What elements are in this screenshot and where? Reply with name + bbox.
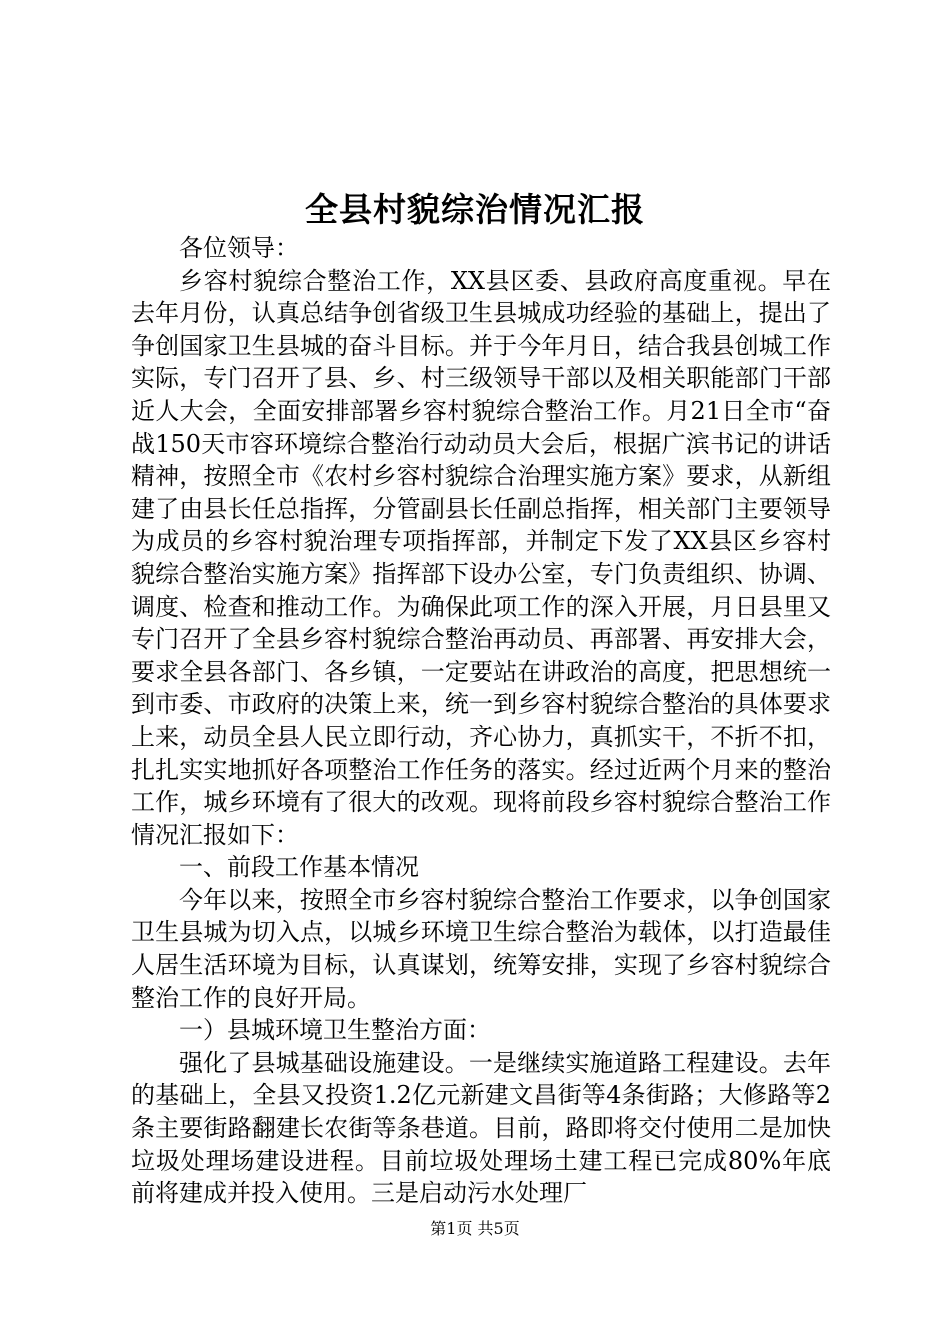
section-heading: 一、前段工作基本情况 — [179, 853, 419, 882]
section-summary-paragraph: 今年以来，按照全市乡容村貌综合整治工作要求，以争创国家卫生县城为切入点，以城乡环境卫生综合整治为载体，以打造最佳人居生活环境为目标，认真谋划，统筹安排，实现了乡容村貌综合整治工作的良好开局。 — [131, 885, 831, 1012]
subsection-paragraph: 强化了县城基础设施建设。一是继续实施道路工程建设。去年的基础上，全县又投资1.2亿元新建文昌街等4条街路；大修路等2条主要街路翻建长农街等条巷道。目前，路即将交付使用二是加快垃圾处理场建设进程。目前垃圾处理场土建工程已完成80%年底前将建成并投入使用。三是启动污水处理厂 — [131, 1048, 831, 1208]
intro-paragraph: 乡容村貌综合整治工作，XX县区委、县政府高度重视。早在去年月份，认真总结争创省级卫生县城成功经验的基础上，提出了争创国家卫生县城的奋斗目标。并于今年月日，结合我县创城工作实际，专门召开了县、乡、村三级领导干部以及相关职能部门干部近人大会，全面安排部署乡容村貌综合整治工作。月21日全市“奋战150天市容环境综合整治行动动员大会后，根据广滨书记的讲话精神，按照全市《农村乡容村貌综合治理实施方案》要求，从新组建了由县长任总指挥，分管副县长任副总指挥，相关部门主要领导为成员的乡容村貌治理专项指挥部，并制定下发了XX县区乡容村貌综合整治实施方案》指挥部下设办公室，专门负责组织、协调、调度、检查和推动工作。为确保此项工作的深入开展，月日县里又专门召开了全县乡容村貌综合整治再动员、再部署、再安排大会，要求全县各部门、各乡镇，一定要站在讲政治的高度，把思想统一到市委、市政府的决策上来，统一到乡容村貌综合整治的具体要求上来，动员全县人民立即行动，齐心协力，真抓实干，不折不扣，扎扎实实地抓好各项整治工作任务的落实。经过近两个月来的整治工作，城乡环境有了很大的改观。现将前段乡容村貌综合整治工作情况汇报如下： — [131, 266, 831, 849]
document-title: 全县村貌综治情况汇报 — [305, 190, 645, 229]
salutation-paragraph: 各位领导： — [179, 234, 299, 262]
page-footer: 第1页 共5页 — [430, 1219, 520, 1238]
document-body — [131, 232, 831, 1210]
subsection-heading: 一）县城环境卫生整治方面： — [179, 1016, 491, 1045]
